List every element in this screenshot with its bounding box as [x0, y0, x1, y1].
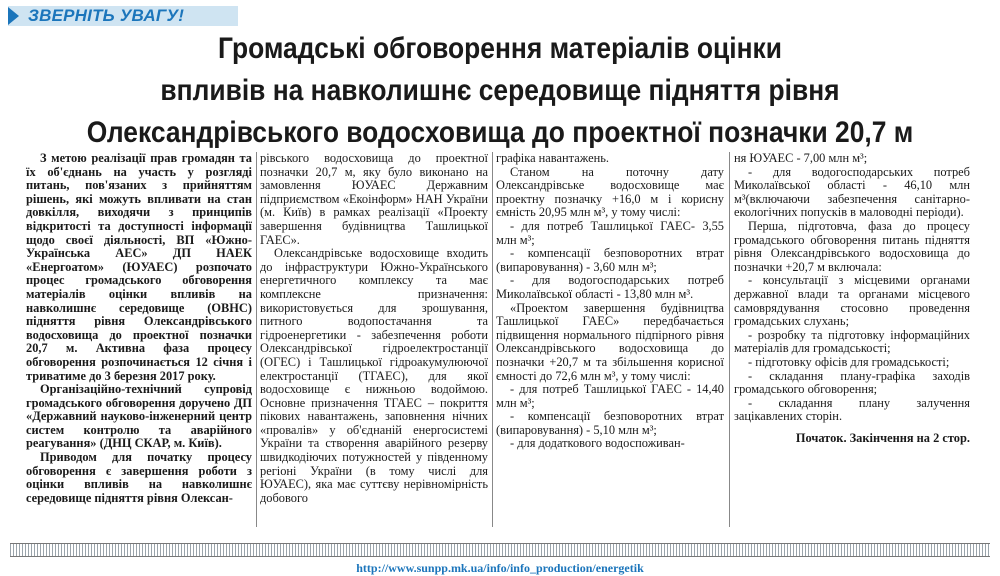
paragraph: Приводом для початку процесу обговорення є завершення роботи з оцінки впливів на навколишнє середовище підняття рівня Олексан- [26, 450, 252, 505]
arrow-icon [8, 7, 19, 25]
paragraph: Організаційно-технічний супровід громадського обговорення доручено ДП «Державний науково-інженерний центр систем контролю та аварійного реагування» (ДНЦ СКАР, м. Київ). [26, 382, 252, 451]
list-item: - складання плану залучення зацікавлених сторін. [734, 395, 970, 424]
headline-line-3: Олександрівського водосховища до проектної позначки 20,7 м [86, 116, 914, 149]
paragraph: рівського водосховища до проектної позначки 20,7 м, яку було виконано на замовлення ЮУАЕС Державним підприємством «Екоінформ» НАН України (м. Київ) в рамках реалізації «Проекту завершення будівництва Ташлицької ГАЕС». [260, 151, 488, 247]
list-item: - для потреб Ташлицької ГАЕС- 3,55 млн м³; [496, 218, 724, 247]
column-divider [256, 152, 257, 527]
paragraph: графіка навантажень. [496, 151, 609, 165]
list-item: - компенсації безповоротних втрат (випаровування) - 5,10 млн м³; [496, 409, 724, 437]
paragraph: Олександрівське водосховище входить до інфраструктури Южно-Українського енергетичного комплексу та має комплексне призначення: використовується для зрошування, питного водопостачання та гідроенергетики - забезпечення роботи Олександрівської гідроелектростанції (ОГЕС) і Ташлицької гідроакумулюючої електростанції (ТГАЕС), для якої водосховище є нижньою водоймою. Основне призначення ТГАЕС – покриття пікових навантажень, заповнення нічних «провалів» у об'єднаній енергосистемі України та створення аварійного резерву швидкодіючих потужностей у південному регіоні України (в тому числі для ЮУАЕС), яка має суттєву нерівномірність добового [260, 246, 488, 505]
list-item: - для водогосподарських потреб Миколаївської області - 13,80 млн м³. [496, 273, 724, 301]
headline-line-2: впливів на навколишнє середовище підняття рівня [160, 74, 840, 107]
continuation-note: Початок. Закінчення на 2 стор. [795, 430, 970, 445]
footer-rule [10, 543, 990, 557]
list-item: - складання плану-графіка заходів громадського обговорення; [734, 368, 970, 397]
article-column-4 [734, 152, 970, 445]
article-column-2 [260, 152, 488, 505]
list-item: - для водогосподарських потреб Миколаївської області - 46,10 млн м³(включаючи забезпечення санітарно-екологічних попусків в маловодні періоди). [734, 164, 970, 220]
paragraph: Станом на поточну дату Олександрівське водосховище має проектну позначку +16,0 м і корисну ємність 20,95 млн м³, у тому числі: [496, 164, 724, 220]
article-column-3 [496, 152, 724, 451]
headline [0, 28, 1000, 154]
list-item: - підготовку офісів для громадськості; [748, 354, 950, 369]
column-divider [729, 152, 730, 527]
paragraph: Перша, підготовча, фаза до процесу громадського обговорення питань підняття рівня Олександрівського водосховища до позначки +20,7 м включала: [734, 218, 970, 274]
list-item: - консультації з місцевими органами державної влади та органами місцевого самоврядування стосовно проведення громадських слухань; [734, 273, 970, 329]
footer-link[interactable]: http://www.sunpp.mk.ua/info/info_production/energetik [356, 561, 644, 575]
paragraph: ня ЮУАЕС - 7,00 млн м³; [734, 151, 868, 165]
article-column-1 [26, 152, 252, 505]
section-label: ЗВЕРНІТЬ УВАГУ! [28, 6, 185, 25]
list-item: - для додаткового водоспоживан- [510, 436, 685, 451]
paragraph: «Проектом завершення будівництва Ташлицької ГАЕС» передбачається підвищення нормального підпірного рівня Олександрівського водосховища до позначки +20,7 м та збільшення корисної ємності до 72,6 млн м³, у тому числі: [496, 300, 724, 383]
column-divider [492, 152, 493, 527]
paragraph: З метою реалізації прав громадян та їх об'єднань на участь у розгляді питань, пов'язаних з прийняттям рішень, які можуть впливати на стан довкілля, виходячи з принципів відкритості та доступності інформації щодо своєї діяльності, ВП «Южно-Українська АЕС» ДП НАЕК «Енергоатом» (ЮУАЕС) розпочато процес громадського обговорення матеріалів оцінки впливів на навколишнє середовище (ОВНС) підняття рівня Олександрівського водосховища до проектної позначки 20,7 м. Активна фаза процесу обговорення розпочинається 12 січня і триватиме до 3 березня 2017 року. [26, 151, 252, 383]
list-item: - розробку та підготовку інформаційних матеріалів для громадськості; [734, 327, 970, 356]
list-item: - для потреб Ташлицької ГАЕС - 14,40 млн м³; [496, 382, 724, 410]
list-item: - компенсації безповоротних втрат (випаровування) - 3,60 млн м³; [496, 246, 724, 274]
headline-line-1: Громадські обговорення матеріалів оцінки [218, 32, 782, 65]
